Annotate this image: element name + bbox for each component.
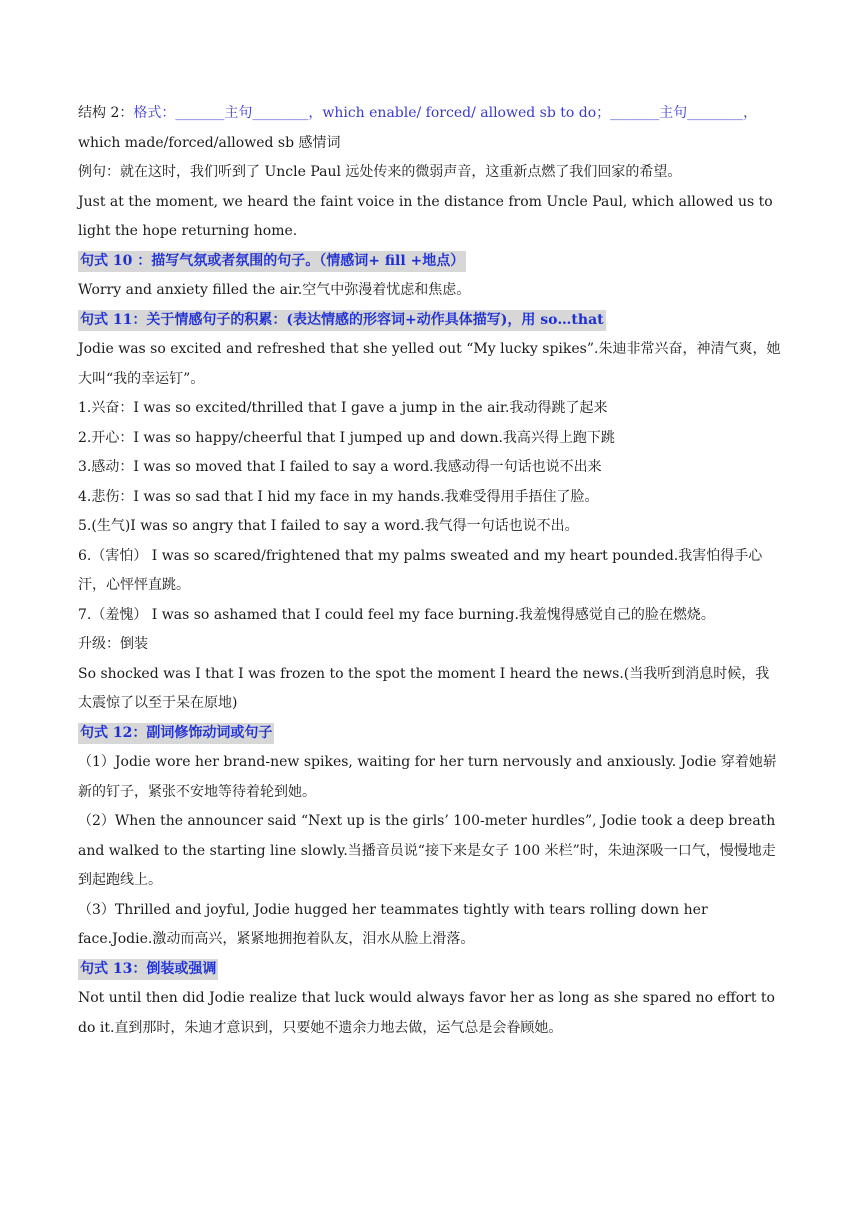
structure2-line2: which made/forced/allowed sb 感情词 — [78, 134, 341, 151]
document-body — [78, 99, 782, 1043]
s11-intro: Jodie was so excited and refreshed that she yelled out “My lucky spikes”.朱迪非常兴奋，神清气爽，她大叫“我的幸运钉”。 — [78, 341, 781, 387]
s12-item: （3）Thrilled and joyful, Jodie hugged her teammates tightly with tears rolling down her face.Jodie.激动而高兴，紧紧地拥抱着队友，泪水从脸上滑落。 — [78, 901, 708, 947]
structure2-line1 — [78, 99, 782, 129]
s11-item: 7.（羞愧） I was so ashamed that I could feel my face burning.我羞愧得感觉自己的脸在燃烧。 — [78, 606, 715, 623]
s11-upgrade: 升级：倒装 — [78, 636, 148, 652]
s12-heading: 句式 12：副词修饰动词或句子 — [78, 723, 274, 744]
s13-sentence: Not until then did Jodie realize that luck would always favor her as long as she spared no effort to do it.直到那时，朱迪才意识到，只要她不遗余力地去做，运气总是会眷顾她。 — [78, 990, 775, 1036]
s10-sentence: Worry and anxiety filled the air.空气中弥漫着忧虑和焦虑。 — [78, 282, 471, 298]
structure2-prefix: 结构 2： — [78, 105, 134, 121]
s10-heading: 句式 10 ：描写气氛或者氛围的句子。（情感词+ fill +地点） — [78, 251, 466, 272]
s11-item: 5.(生气)I was so angry that I failed to say a word.我气得一句话也说不出。 — [78, 518, 579, 534]
s11-upgrade-example: So shocked was I that I was frozen to the spot the moment I heard the news.(当我听到消息时候，我太震惊了以至于呆在原地) — [78, 665, 770, 711]
structure2-format: 格式：_______主句________，which enable/ forced/ allowed sb to do；_______主句________， — [133, 105, 758, 121]
s11-item: 6.（害怕） I was so scared/frightened that my palms sweated and my heart pounded.我害怕得手心汗，心怦怦直跳。 — [78, 547, 763, 593]
s12-item: （2）When the announcer said “Next up is the girls’ 100-meter hurdles”, Jodie took a deep breath and walked to the starting line slowly.当播音员说“接下来是女子 100 米栏”时，朱迪深吸一口气，慢慢地走到起跑线上。 — [78, 813, 776, 888]
s12-item: （1）Jodie wore her brand-new spikes, waiting for her turn nervously and anxiously. Jodie 穿着她崭新的钉子，紧张不安地等待着轮到她。 — [78, 754, 777, 800]
s11-item: 2.开心：I was so happy/cheerful that I jumped up and down.我高兴得上跑下跳 — [78, 429, 615, 446]
s11-heading: 句式 11：关于情感句子的积累：(表达情感的形容词+动作具体描写)，用 so…that — [78, 310, 606, 331]
s11-item: 3.感动：I was so moved that I failed to say a word.我感动得一句话也说不出来 — [78, 459, 602, 475]
s11-item: 1.兴奋：I was so excited/thrilled that I gave a jump in the air.我动得跳了起来 — [78, 400, 608, 416]
s13-heading: 句式 13：倒装或强调 — [78, 959, 218, 980]
example-en: Just at the moment, we heard the faint voice in the distance from Uncle Paul, which allowed us to light the hope returning home. — [78, 193, 773, 239]
example-cn: 例句：就在这时，我们听到了 Uncle Paul 远处传来的微弱声音，这重新点燃了我们回家的希望。 — [78, 164, 682, 180]
s11-item: 4.悲伤：I was so sad that I hid my face in my hands.我难受得用手捂住了脸。 — [78, 488, 599, 505]
